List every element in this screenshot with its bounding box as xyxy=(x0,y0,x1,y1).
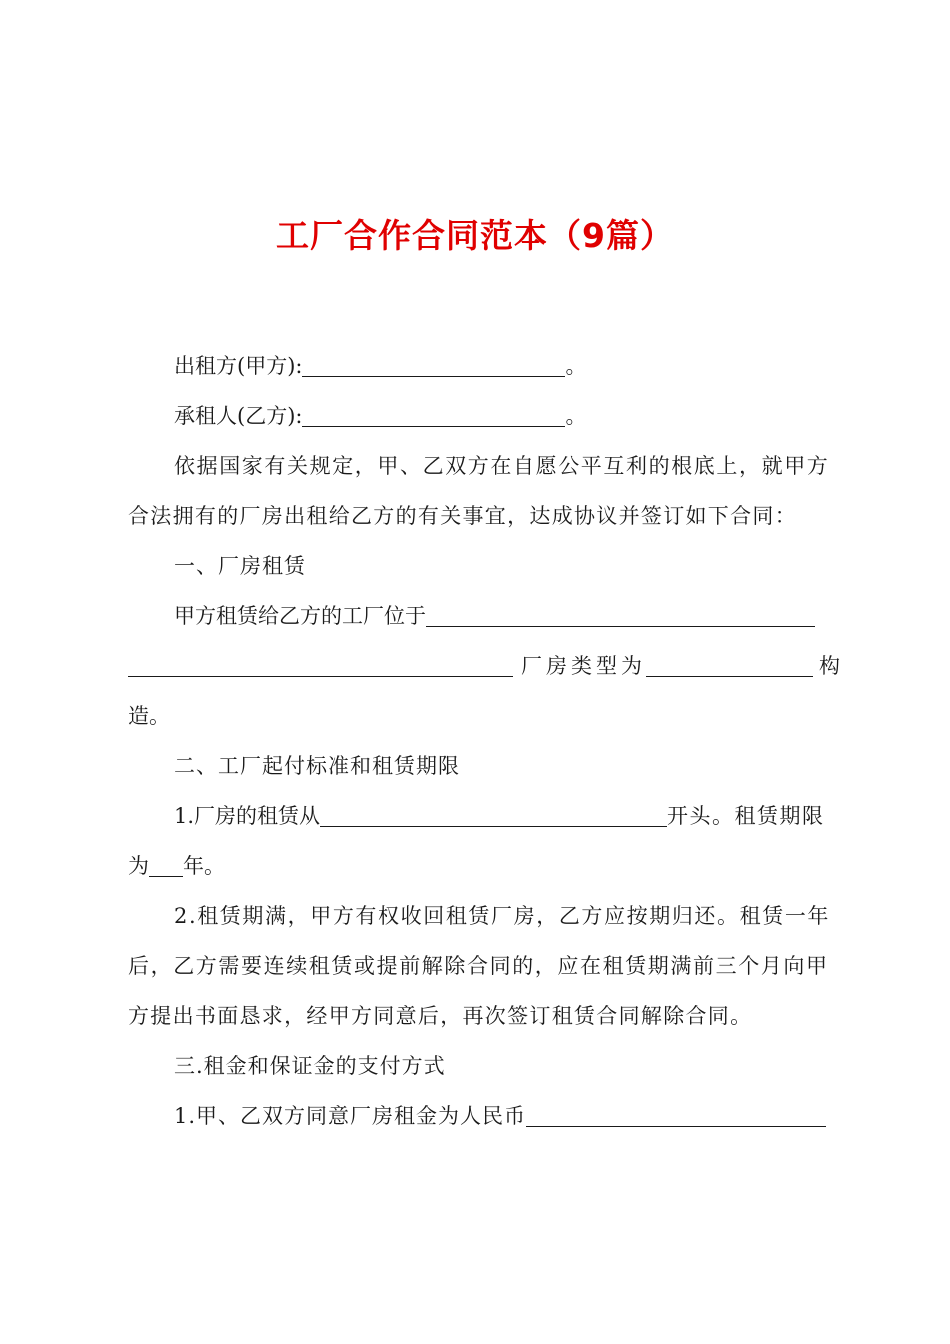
term-start-line xyxy=(174,806,825,827)
paragraph-line: 合法拥有的厂房出租给乙方的有关事宜，达成协议并签订如下合同： xyxy=(128,504,797,528)
lessee-label: 承租人(乙方): xyxy=(174,404,303,428)
section-heading: 二、工厂起付标准和租赁期限 xyxy=(174,754,460,778)
lessor-line xyxy=(174,356,586,377)
type-line xyxy=(128,656,840,677)
paragraph-line: 2.租赁期满，甲方有权收回租赁厂房，乙方应按期归还。租赁一年 xyxy=(174,904,831,928)
paragraph-line: 造。 xyxy=(128,704,170,728)
term-years-label: 为 xyxy=(128,854,149,878)
term-years-line xyxy=(128,856,225,877)
term-years-blank xyxy=(149,856,183,877)
type-label: 厂房类型为 xyxy=(521,654,646,678)
term-start-label: 1.厂房的租赁从 xyxy=(174,804,321,828)
lessee-blank xyxy=(302,406,565,427)
lessee-line xyxy=(174,406,586,427)
term-start-end: 开头。租赁期限 xyxy=(667,804,825,828)
type-end: 构 xyxy=(819,654,840,678)
location-blank-cont xyxy=(128,656,513,677)
lessor-label: 出租方(甲方): xyxy=(174,354,303,378)
term-start-blank xyxy=(320,806,667,827)
paragraph-line: 依据国家有关规定，甲、乙双方在自愿公平互利的根底上，就甲方 xyxy=(174,454,830,478)
rent-line xyxy=(174,1106,826,1127)
rent-blank xyxy=(526,1106,826,1127)
paragraph-line: 方提出书面恳求，经甲方同意后，再次签订租赁合同解除合同。 xyxy=(128,1004,753,1028)
location-blank xyxy=(426,606,815,627)
lessor-blank xyxy=(302,356,565,377)
lessor-end: 。 xyxy=(565,354,587,378)
location-label: 甲方租赁给乙方的工厂位于 xyxy=(174,604,426,628)
section-heading: 一、厂房租赁 xyxy=(174,554,306,578)
lessee-end: 。 xyxy=(565,404,587,428)
rent-label: 1.甲、乙双方同意厂房租金为人民币 xyxy=(174,1104,527,1128)
section-heading: 三.租金和保证金的支付方式 xyxy=(174,1054,446,1078)
term-years-end: 年。 xyxy=(183,854,225,878)
location-line xyxy=(174,606,815,627)
document-title: 工厂合作合同范本（9篇） xyxy=(276,216,674,255)
paragraph-line: 后，乙方需要连续租赁或提前解除合同的，应在租赁期满前三个月向甲 xyxy=(128,954,829,978)
type-blank xyxy=(646,656,813,677)
